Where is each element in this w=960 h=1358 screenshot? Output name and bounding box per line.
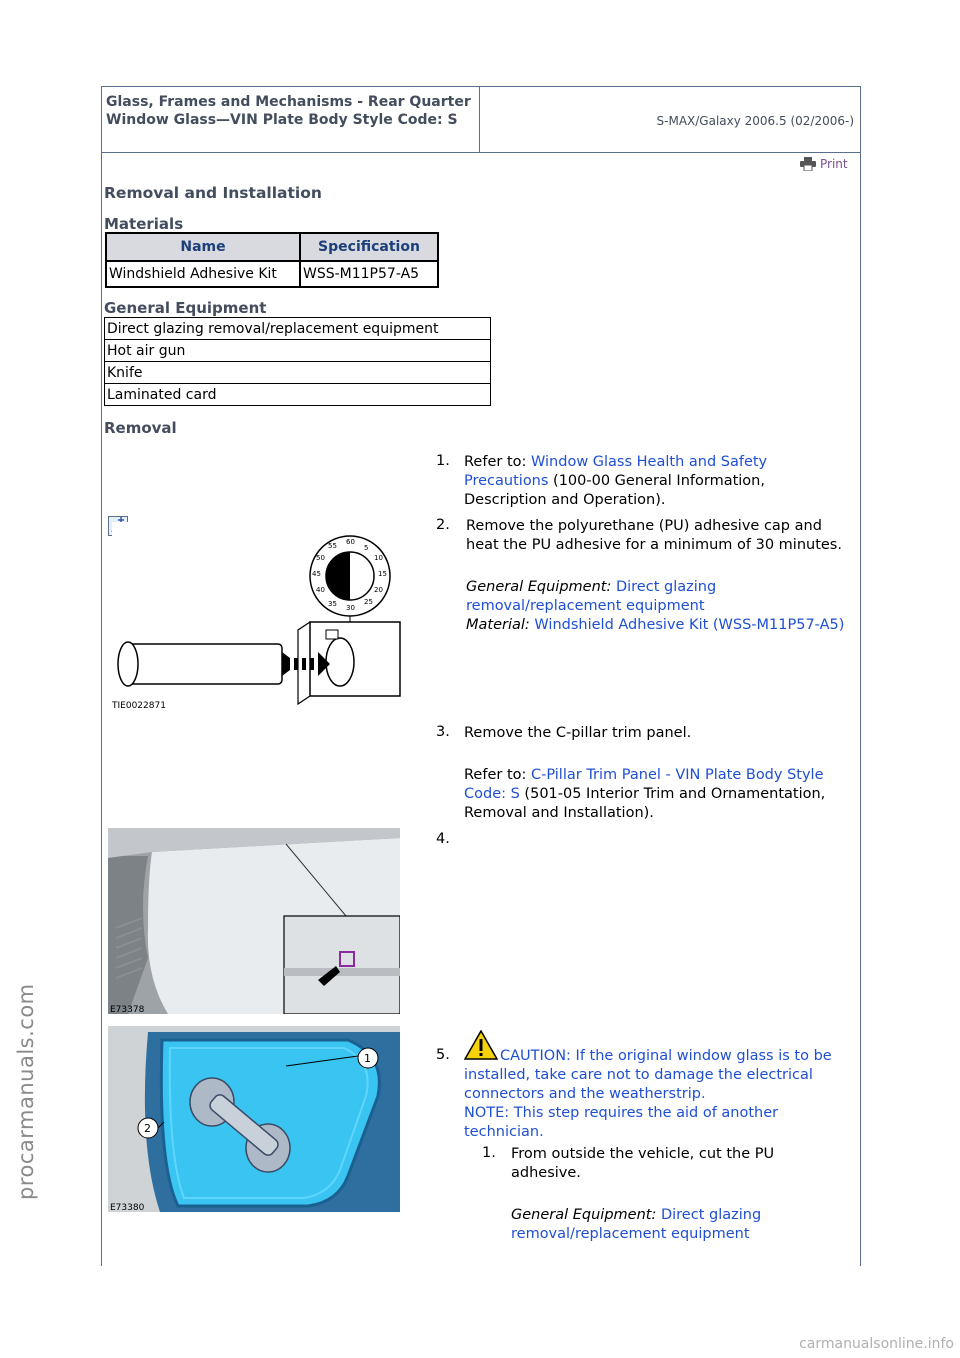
step-text: (100-00 General Information, Description and Operation). — [464, 473, 765, 508]
material-name: Windshield Adhesive Kit — [106, 261, 300, 287]
document-title: Glass, Frames and Mechanisms - Rear Quarter Window Glass—VIN Plate Body Style Code: S — [102, 87, 480, 152]
print-button[interactable] — [800, 157, 848, 171]
adhesive-cartridge — [122, 644, 282, 684]
figure-window-photo — [108, 828, 400, 1014]
figure-hot-air-gun — [112, 522, 408, 712]
print-label: Print — [820, 157, 848, 171]
general-equipment-label: General Equipment: — [511, 1207, 661, 1223]
svg-text:5: 5 — [364, 544, 369, 552]
table-row — [105, 362, 491, 384]
materials-col-spec: Specification — [300, 233, 438, 261]
svg-text:30: 30 — [346, 604, 355, 612]
footer-watermark: carmanualsonline.info — [799, 1336, 954, 1352]
vehicle-model: S-MAX/Galaxy 2006.5 (02/2006-) — [656, 114, 854, 128]
materials-col-name: Name — [106, 233, 300, 261]
callout-2: 2 — [144, 1122, 151, 1135]
caution-text: CAUTION: If the original window glass is to be installed, take care not to damage the electrical connectors and the weatherstrip. — [464, 1048, 832, 1102]
step-text: Remove the polyurethane (PU) adhesive cap and heat the PU adhesive for a minimum of 30 minutes. — [466, 518, 842, 553]
step-number: 4. — [436, 831, 450, 847]
table-row — [105, 340, 491, 362]
svg-text:45: 45 — [312, 570, 321, 578]
figure-code: E73380 — [110, 1203, 145, 1212]
callout-1: 1 — [364, 1052, 371, 1065]
side-watermark: procarmanuals.com — [14, 983, 38, 1200]
svg-text:15: 15 — [378, 570, 387, 578]
substep-number: 1. — [482, 1145, 496, 1161]
step-1 — [464, 453, 799, 510]
section-title: Removal and Installation — [104, 184, 322, 202]
general-equipment-heading: General Equipment — [104, 299, 267, 317]
printer-icon — [800, 157, 816, 171]
equipment-item: Hot air gun — [105, 340, 491, 362]
svg-text:35: 35 — [328, 600, 337, 608]
step-5-1 — [511, 1145, 811, 1244]
figure-suction-cup — [108, 1026, 400, 1212]
svg-text:60: 60 — [346, 538, 355, 546]
svg-text:10: 10 — [374, 554, 383, 562]
link-direct-glazing-2[interactable]: Direct glazing removal/replacement equipment — [511, 1207, 762, 1242]
link-window-glass-safety[interactable]: Window Glass Health and Safety Precautions — [464, 454, 768, 489]
step-3 — [464, 724, 834, 823]
note-text: NOTE: This step requires the aid of another technician. — [464, 1105, 779, 1140]
window-glass — [161, 1040, 379, 1206]
figure-code: E73378 — [110, 1005, 145, 1014]
step-number: 3. — [436, 724, 450, 740]
figure-code: TIE0022871 — [112, 701, 166, 711]
step-number: 1. — [436, 453, 450, 469]
step-text: Remove the C-pillar trim panel. — [464, 725, 692, 741]
step-2 — [466, 517, 858, 635]
svg-text:40: 40 — [316, 586, 325, 594]
step-5 — [464, 1047, 836, 1142]
link-direct-glazing[interactable]: Direct glazing removal/replacement equipment — [466, 579, 717, 614]
table-row — [106, 261, 438, 287]
link-windshield-adhesive-kit[interactable]: Windshield Adhesive Kit (WSS-M11P57-A5) — [534, 617, 845, 633]
material-spec: WSS-M11P57-A5 — [300, 261, 438, 287]
step-number: 2. — [436, 517, 450, 533]
materials-heading: Materials — [104, 215, 184, 233]
equipment-table — [104, 317, 491, 406]
link-c-pillar-trim-panel[interactable]: C-Pillar Trim Panel - VIN Plate Body Style Code: S — [464, 767, 824, 802]
svg-text:50: 50 — [316, 554, 325, 562]
equipment-item: Direct glazing removal/replacement equipment — [105, 318, 491, 340]
step-text: (501-05 Interior Trim and Ornamentation, Removal and Installation). — [464, 786, 826, 821]
material-label: Material: — [466, 617, 535, 633]
table-row — [105, 384, 491, 406]
removal-heading: Removal — [104, 419, 177, 437]
document-header — [101, 86, 861, 153]
svg-text:20: 20 — [374, 586, 383, 594]
step-text: From outside the vehicle, cut the PU adhesive. — [511, 1146, 775, 1181]
step-text: Refer to: — [464, 767, 531, 783]
svg-text:25: 25 — [364, 598, 373, 606]
general-equipment-label: General Equipment: — [466, 579, 616, 595]
materials-table — [105, 232, 439, 288]
equipment-item: Laminated card — [105, 384, 491, 406]
step-text: Refer to: — [464, 454, 531, 470]
table-row — [105, 318, 491, 340]
svg-text:55: 55 — [328, 542, 337, 550]
equipment-item: Knife — [105, 362, 491, 384]
step-number: 5. — [436, 1047, 450, 1063]
